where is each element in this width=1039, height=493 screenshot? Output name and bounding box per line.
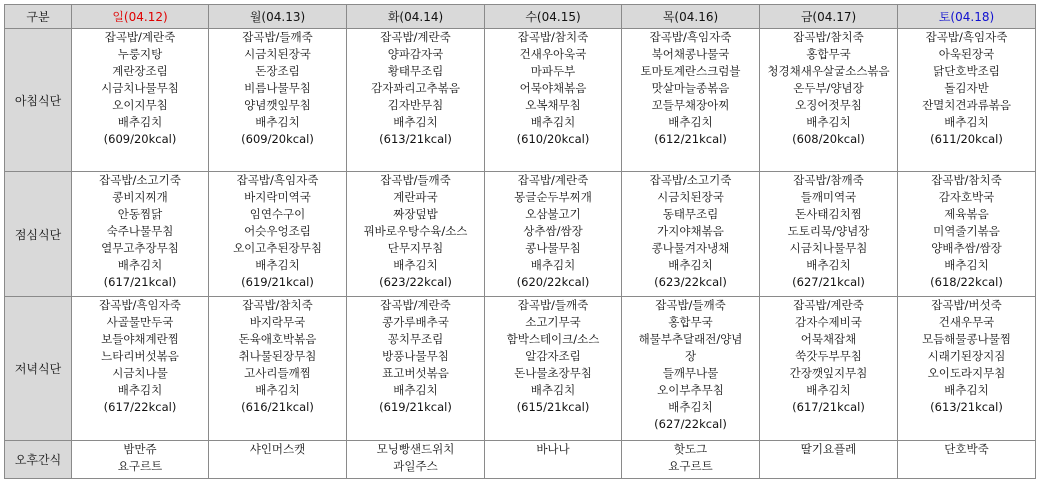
menu-item: 양파감자국 — [387, 47, 444, 61]
menu-item: (627/21kcal) — [792, 275, 865, 289]
menu-item: 잡곡밥/들깨죽 — [380, 173, 451, 187]
meal-row-snack — [5, 441, 1036, 479]
menu-item: (619/21kcal) — [241, 275, 314, 289]
menu-item: 돈나물초장무침 — [514, 366, 592, 380]
menu-item: 잡곡밥/계란죽 — [380, 298, 451, 312]
header-row — [5, 5, 1036, 29]
menu-item: 잡곡밥/흑임자죽 — [649, 30, 732, 44]
menu-item: 배추김치 — [255, 115, 300, 129]
menu-item: (609/20kcal) — [103, 132, 177, 146]
menu-item: 몽글순두부찌개 — [514, 190, 592, 204]
menu-cell — [209, 29, 347, 172]
menu-item: 시금치된장국 — [244, 47, 311, 61]
menu-cell — [347, 172, 485, 297]
menu-item: 장 — [684, 349, 697, 363]
menu-cell — [347, 29, 485, 172]
menu-item: 배추김치 — [117, 115, 163, 129]
menu-item: (608/20kcal) — [792, 132, 865, 146]
menu-cell — [72, 441, 209, 479]
menu-item: 잡곡밥/흑임자죽 — [236, 173, 319, 187]
menu-item: 계란파국 — [393, 190, 438, 204]
menu-item: 건새우무국 — [938, 315, 995, 329]
meal-row-lunch — [5, 172, 1036, 297]
menu-item: 오이지무침 — [112, 98, 168, 112]
menu-item: 잡곡밥/들깨죽 — [655, 298, 726, 312]
menu-item: 아욱된장국 — [938, 47, 995, 61]
menu-item: 사골물만두국 — [106, 315, 174, 329]
menu-item: 샤인머스캣 — [249, 442, 306, 456]
menu-item: 소고기무국 — [525, 315, 581, 329]
menu-cell — [898, 172, 1036, 297]
menu-item: 배추김치 — [530, 115, 576, 129]
menu-item: 미역줄기볶음 — [933, 224, 1000, 238]
menu-item: 맛살마늘종볶음 — [651, 81, 730, 95]
menu-item: 바지락미역국 — [244, 190, 311, 204]
menu-item: 잡곡밥/계란죽 — [793, 298, 864, 312]
menu-item: 들깨미역국 — [800, 190, 857, 204]
menu-item: 단무지무침 — [387, 241, 444, 255]
menu-item: 배추김치 — [806, 258, 851, 272]
menu-item: 청경채새우살굴소스볶음 — [767, 64, 890, 78]
menu-item: 잡곡밥/버섯죽 — [931, 298, 1002, 312]
menu-item: 알감자조림 — [525, 349, 581, 363]
meal-row-breakfast — [5, 29, 1036, 172]
menu-item: 임연수구이 — [249, 207, 306, 221]
menu-item: 오징어젓무침 — [795, 98, 862, 112]
menu-item: 시금치된장국 — [657, 190, 724, 204]
menu-cell — [898, 441, 1036, 479]
menu-item: 배추김치 — [668, 258, 713, 272]
corner-header: 구분 — [5, 5, 72, 29]
menu-item: 배추김치 — [393, 258, 438, 272]
menu-item: 잡곡밥/들깨죽 — [517, 298, 589, 312]
menu-item: 잡곡밥/참치죽 — [517, 30, 589, 44]
menu-item: (623/22kcal) — [379, 275, 452, 289]
menu-item: (618/22kcal) — [930, 275, 1003, 289]
menu-item: 콩가루배추국 — [382, 315, 449, 329]
menu-item: 표고버섯볶음 — [382, 366, 449, 380]
menu-item: (616/21kcal) — [241, 400, 314, 414]
day-header-sat: 토(04.18) — [898, 5, 1036, 29]
menu-item: 배추김치 — [668, 400, 713, 414]
menu-item: 마파두부 — [530, 64, 576, 78]
menu-item: 잡곡밥/소고기죽 — [99, 173, 181, 187]
menu-item: 잡곡밥/참치죽 — [931, 173, 1002, 187]
menu-item: 보들야채계란찜 — [101, 332, 179, 346]
menu-item: (623/22kcal) — [654, 275, 727, 289]
menu-item: 배추김치 — [668, 115, 713, 129]
menu-item: 핫도그 — [673, 442, 708, 456]
menu-item: 어묵채잡채 — [800, 332, 857, 346]
day-header-tue: 화(04.14) — [347, 5, 485, 29]
menu-item: (620/22kcal) — [516, 275, 590, 289]
menu-item: 양념깻잎무침 — [244, 98, 311, 112]
menu-item: (617/21kcal) — [103, 275, 177, 289]
menu-cell — [898, 297, 1036, 441]
menu-cell — [72, 297, 209, 441]
menu-item: (627/22kcal) — [654, 417, 727, 431]
menu-cell — [485, 297, 622, 441]
menu-item: 홍합무국 — [806, 47, 851, 61]
menu-item: 배추김치 — [806, 383, 851, 397]
menu-item: 잡곡밥/참깨죽 — [793, 173, 864, 187]
menu-item: 꽁치무조림 — [387, 332, 444, 346]
menu-item: 함박스테이크/소스 — [506, 332, 600, 346]
menu-item: 제육볶음 — [944, 207, 989, 221]
menu-item: 밤만쥬 — [123, 442, 157, 456]
menu-cell — [209, 297, 347, 441]
menu-item: 홍합무국 — [668, 315, 713, 329]
menu-item: 돈육애호박볶음 — [238, 332, 317, 346]
day-header-sun: 일(04.12) — [72, 5, 209, 29]
menu-cell — [209, 172, 347, 297]
menu-item: 배추김치 — [530, 258, 576, 272]
menu-cell — [622, 297, 760, 441]
menu-item: 쑥갓두부무침 — [795, 349, 862, 363]
menu-item: 오이도라지무침 — [927, 366, 1006, 380]
menu-item: 토마토계란스크럼블 — [640, 64, 741, 78]
menu-item: 돌김자반 — [944, 81, 989, 95]
menu-item: (617/21kcal) — [792, 400, 865, 414]
menu-item: 시래기된장지짐 — [927, 349, 1006, 363]
menu-item: 꼬들무채장아찌 — [651, 98, 730, 112]
menu-item: 배추김치 — [530, 383, 576, 397]
menu-cell — [760, 29, 898, 172]
menu-item: 잡곡밥/계란죽 — [104, 30, 176, 44]
menu-item: 어슷우엉조림 — [244, 224, 311, 238]
row-label-breakfast: 아침식단 — [5, 29, 72, 172]
menu-item: 북어채콩나물국 — [651, 47, 730, 61]
menu-item: 배추김치 — [944, 383, 989, 397]
menu-item: (610/20kcal) — [516, 132, 590, 146]
menu-item: 오삼불고기 — [525, 207, 581, 221]
menu-item: 배추김치 — [393, 383, 438, 397]
menu-item: 잡곡밥/흑임자죽 — [925, 30, 1008, 44]
menu-cell — [760, 441, 898, 479]
menu-item: 요구르트 — [117, 459, 163, 473]
day-header-mon: 월(04.13) — [209, 5, 347, 29]
menu-item: 배추김치 — [117, 258, 163, 272]
menu-item: 간장깻잎지무침 — [789, 366, 868, 380]
menu-item: 돈장조림 — [255, 64, 300, 78]
menu-cell — [485, 172, 622, 297]
menu-item: (609/20kcal) — [241, 132, 314, 146]
menu-item: 방풍나물무침 — [382, 349, 449, 363]
menu-item: 동태무조림 — [662, 207, 719, 221]
menu-item: 오이고추된장무침 — [233, 241, 322, 255]
menu-item: 들깨무나물 — [662, 366, 719, 380]
menu-item: 김자반무침 — [387, 98, 444, 112]
menu-cell — [760, 172, 898, 297]
menu-item: (611/20kcal) — [930, 132, 1003, 146]
menu-cell — [622, 29, 760, 172]
menu-item: (619/21kcal) — [379, 400, 452, 414]
menu-cell — [485, 441, 622, 479]
menu-item: 시금치나물무침 — [101, 81, 179, 95]
menu-item: 배추김치 — [944, 115, 989, 129]
menu-item: (612/21kcal) — [654, 132, 727, 146]
menu-item: 시금치나물무침 — [789, 241, 868, 255]
menu-item: 도토리묵/양념장 — [787, 224, 870, 238]
row-label-dinner: 저녁식단 — [5, 297, 72, 441]
menu-item: 잡곡밥/흑임자죽 — [99, 298, 181, 312]
day-header-fri: 금(04.17) — [760, 5, 898, 29]
menu-item: 잡곡밥/참치죽 — [242, 298, 313, 312]
menu-item: 요구르트 — [668, 459, 713, 473]
row-label-snack: 오후간식 — [5, 441, 72, 479]
menu-item: 과일주스 — [393, 459, 438, 473]
menu-item: 시금치나물 — [112, 366, 168, 380]
menu-item: 짜장덮밥 — [393, 207, 438, 221]
menu-item: 상추쌈/쌈장 — [523, 224, 583, 238]
menu-item: 안동찜닭 — [117, 207, 163, 221]
menu-cell — [898, 29, 1036, 172]
menu-item: 콩나물무침 — [525, 241, 581, 255]
menu-item: 잔멸치견과류볶음 — [922, 98, 1011, 112]
menu-cell — [72, 172, 209, 297]
menu-item: 배추김치 — [255, 383, 300, 397]
menu-item: 누룽지탕 — [117, 47, 163, 61]
menu-item: 딸기요플레 — [800, 442, 857, 456]
menu-item: 모듬해물콩나물찜 — [922, 332, 1011, 346]
menu-item: 잡곡밥/계란죽 — [380, 30, 451, 44]
menu-item: 느타리버섯볶음 — [101, 349, 179, 363]
menu-item: 잡곡밥/참치죽 — [793, 30, 864, 44]
menu-item: 감자호박국 — [938, 190, 995, 204]
menu-item: 온두부/양념장 — [793, 81, 864, 95]
menu-item: (617/22kcal) — [103, 400, 177, 414]
menu-cell — [485, 29, 622, 172]
menu-item: 열무고추장무침 — [101, 241, 179, 255]
menu-item: (615/21kcal) — [516, 400, 590, 414]
menu-item: 닭단호박조림 — [933, 64, 1000, 78]
menu-item: 잡곡밥/들깨죽 — [242, 30, 313, 44]
menu-item: 감자수제비국 — [795, 315, 862, 329]
menu-item: 해물부추달래전/양념 — [638, 332, 743, 346]
menu-item: 콩나물겨자냉채 — [651, 241, 730, 255]
menu-item: (613/21kcal) — [930, 400, 1003, 414]
menu-item: 어묵야채볶음 — [519, 81, 587, 95]
menu-item: 단호박죽 — [944, 442, 989, 456]
menu-cell — [209, 441, 347, 479]
menu-item: 고사리들깨찜 — [244, 366, 311, 380]
menu-item: 계란장조림 — [112, 64, 168, 78]
weekly-meal-table — [4, 4, 1036, 479]
menu-item: 잡곡밥/소고기죽 — [649, 173, 732, 187]
day-header-thu: 목(04.16) — [622, 5, 760, 29]
meal-row-dinner — [5, 297, 1036, 441]
menu-item: 감자꽈리고추볶음 — [371, 81, 460, 95]
menu-item: 모닝빵샌드위치 — [376, 442, 455, 456]
menu-item: 꿔바로우탕수육/소스 — [363, 224, 468, 238]
menu-item: 돈사태김치찜 — [795, 207, 862, 221]
menu-cell — [347, 441, 485, 479]
menu-item: 비름나물무침 — [244, 81, 311, 95]
menu-item: 잡곡밥/계란죽 — [517, 173, 589, 187]
menu-item: 배추김치 — [806, 115, 851, 129]
menu-item: 바지락무국 — [249, 315, 306, 329]
menu-item: 콩비지찌개 — [112, 190, 168, 204]
menu-item: 배추김치 — [117, 383, 163, 397]
menu-item: 취나물된장무침 — [238, 349, 317, 363]
menu-cell — [347, 297, 485, 441]
menu-item: 가지야채볶음 — [657, 224, 724, 238]
menu-item: 황태무조림 — [387, 64, 444, 78]
menu-item: 바나나 — [536, 442, 570, 456]
menu-item: 배추김치 — [393, 115, 438, 129]
menu-cell — [622, 441, 760, 479]
menu-cell — [72, 29, 209, 172]
menu-item: 오이부추무침 — [657, 383, 724, 397]
menu-item: 건새우아욱국 — [519, 47, 587, 61]
menu-item: 배추김치 — [255, 258, 300, 272]
menu-item: (613/21kcal) — [379, 132, 452, 146]
menu-item: 숙주나물무침 — [106, 224, 174, 238]
menu-item: 오복채무침 — [525, 98, 581, 112]
row-label-lunch: 점심식단 — [5, 172, 72, 297]
menu-cell — [760, 297, 898, 441]
menu-item: 배추김치 — [944, 258, 989, 272]
menu-cell — [622, 172, 760, 297]
day-header-wed: 수(04.15) — [485, 5, 622, 29]
menu-item: 양배추쌈/쌈장 — [931, 241, 1002, 255]
